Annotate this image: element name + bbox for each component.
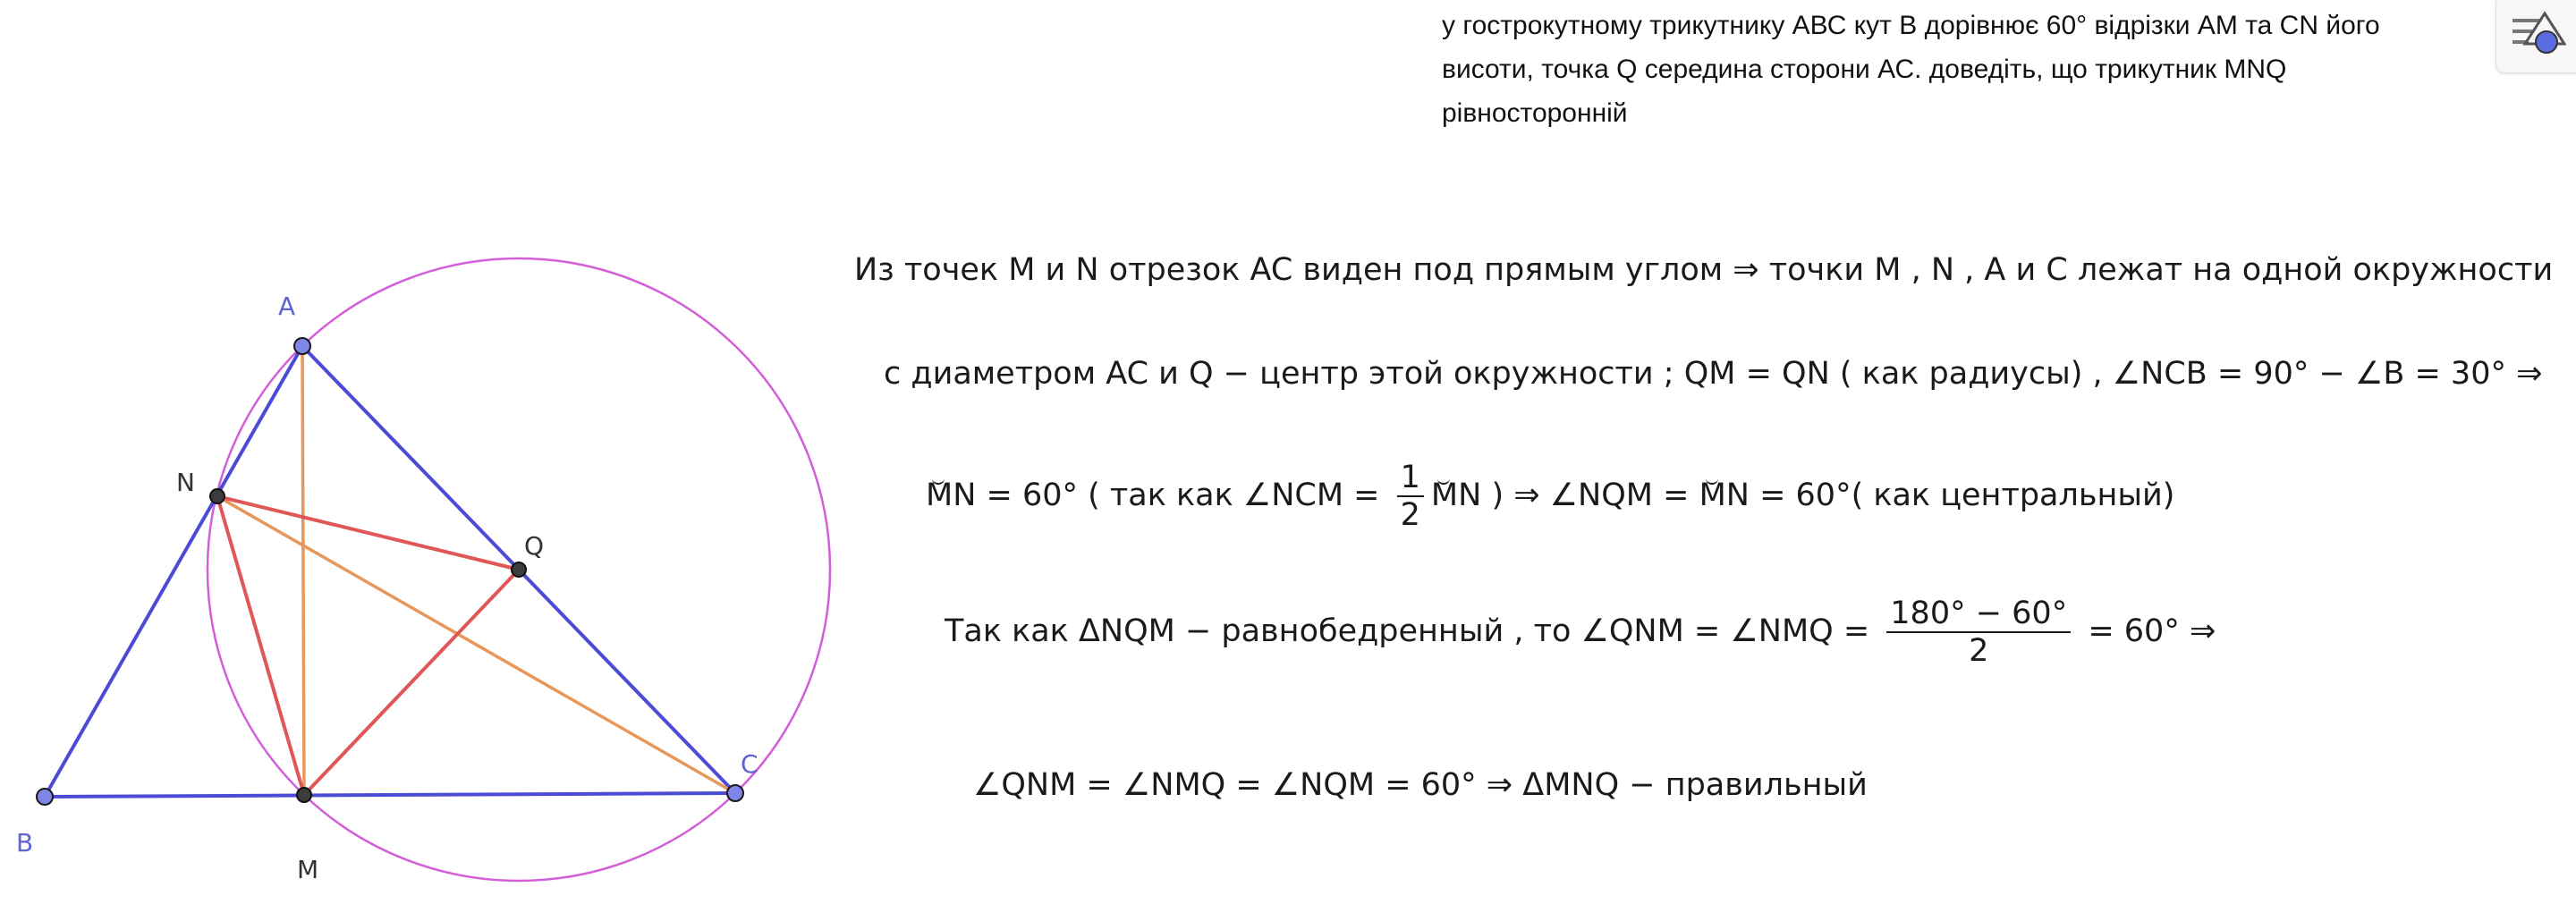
point-a[interactable] (294, 338, 310, 354)
proof-line-3-text-3: = 60°( как центральный) (1749, 477, 2175, 513)
segment-nq (217, 496, 519, 570)
fraction-180-minus-60-num: 180° − 60° (1890, 596, 2068, 631)
fraction-one-half-den: 2 (1397, 495, 1424, 533)
arc-mn-1: MN (926, 477, 977, 513)
side-bc (45, 793, 735, 797)
altitude-cn (217, 496, 735, 793)
label-n: N (176, 468, 195, 497)
proof-line-4-text-1: Так как ΔNQM − равнобедренный , то ∠QNM = ∠NMQ = (945, 613, 1880, 649)
fraction-one-half (1397, 460, 1424, 533)
proof-line-4 (945, 596, 2216, 669)
label-c: C (741, 749, 758, 779)
proof-line-5 (973, 767, 1868, 803)
fraction-180-minus-60-den: 2 (1886, 631, 2071, 669)
proof-line-3-text-2: ) ⇒ ∠NQM = (1481, 477, 1699, 513)
graphics-style-icon (2512, 8, 2566, 58)
problem-statement (1442, 4, 2488, 135)
arc-mn-3: MN (1699, 477, 1750, 513)
proof-line-1 (854, 252, 2553, 288)
proof-line-4-text-2: = 60° ⇒ (2078, 613, 2216, 649)
geometry-diagram (0, 0, 859, 894)
problem-line-2: висоти, точка Q середина сторони АС. доведіть, що трикутник MNQ (1442, 55, 2287, 84)
proof-line-5-text: ∠QNM = ∠NMQ = ∠NQM = 60° ⇒ ΔMNQ − правильный (973, 767, 1868, 803)
side-ab (45, 346, 302, 797)
proof-line-2-text: с диаметром AC и Q − центр этой окружности ; QM = QN ( как радиусы) , ∠NCB = 90° − ∠B = 30° ⇒ (884, 356, 2543, 392)
arc-mn-2: MN (1430, 477, 1482, 513)
point-q[interactable] (512, 562, 526, 577)
proof-line-3 (926, 460, 2174, 533)
label-m: M (297, 855, 319, 884)
altitude-am (302, 346, 304, 795)
proof-line-1-text: Из точек M и N отрезок AC виден под прямым углом ⇒ точки M , N , A и C лежат на одной окружности (854, 252, 2554, 288)
problem-line-3: рівносторонній (1442, 98, 1628, 128)
problem-line-1: у гострокутному трикутнику АВС кут В дорівнює 60° відрізки АМ та CN його (1442, 11, 2380, 40)
point-b[interactable] (37, 789, 53, 805)
fraction-one-half-num: 1 (1400, 460, 1420, 495)
label-q: Q (524, 531, 545, 561)
proof-line-2 (884, 356, 2542, 392)
label-a: A (278, 292, 296, 321)
fraction-180-minus-60 (1886, 596, 2071, 669)
proof-line-3-text-1: = 60° ( так как ∠NCM = (976, 477, 1390, 513)
point-n[interactable] (210, 489, 225, 503)
point-c[interactable] (727, 785, 743, 801)
graphics-style-button[interactable] (2496, 0, 2576, 73)
point-m[interactable] (297, 788, 311, 802)
segment-mq (304, 570, 519, 795)
label-b: B (16, 828, 34, 858)
segment-nm (217, 496, 304, 795)
